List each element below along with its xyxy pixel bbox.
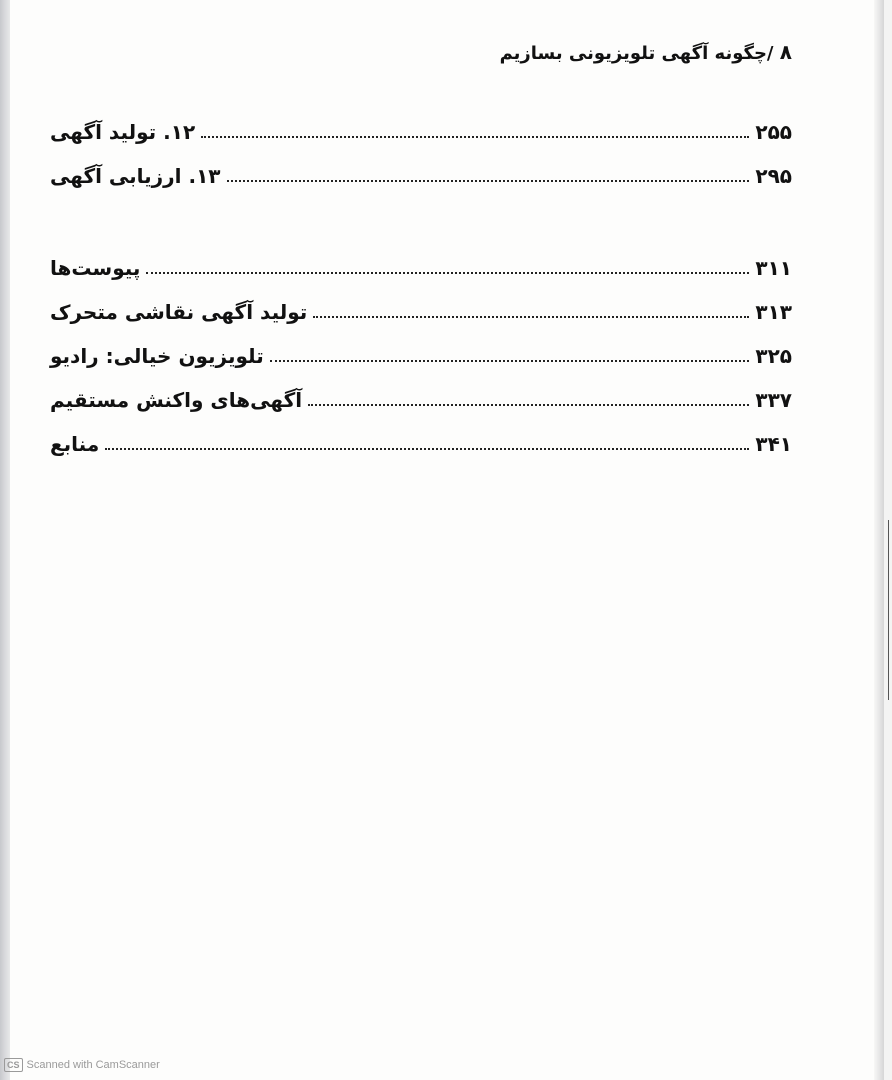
toc-entry xyxy=(50,292,792,332)
toc-entry-page: ۳۱۱ xyxy=(755,256,792,280)
toc-entry-title: ۱۳. ارزیابی آگهی xyxy=(50,164,221,188)
toc-entry-title: تولید آگهی نقاشی متحرک xyxy=(50,300,308,324)
toc-dot-leader xyxy=(201,136,749,138)
watermark-text: Scanned with CamScanner xyxy=(26,1059,160,1071)
toc-entry-page: ۳۲۵ xyxy=(755,344,792,368)
running-header xyxy=(499,40,792,64)
toc-dot-leader xyxy=(313,316,749,318)
toc-entry-title: آگهی‌های واکنش مستقیم xyxy=(50,388,303,412)
toc-entry-title: پیوست‌ها xyxy=(50,256,141,280)
page-right-edge xyxy=(874,0,884,1080)
toc-entry xyxy=(50,424,792,464)
toc-entry xyxy=(50,380,792,420)
toc-entry-page: ۳۴۱ xyxy=(755,432,792,456)
toc-entry-page: ۳۱۳ xyxy=(755,300,792,324)
toc-entry xyxy=(50,336,792,376)
toc-entry-page: ۳۳۷ xyxy=(755,388,792,412)
toc-entry xyxy=(50,248,792,288)
scanner-watermark xyxy=(4,1058,160,1072)
header-page-number: ۸ xyxy=(779,40,792,64)
toc-dot-leader xyxy=(227,180,750,182)
toc-entry-title: تلویزیون خیالی: رادیو xyxy=(50,344,264,368)
book-page xyxy=(10,0,884,1080)
camscanner-logo-icon: CS xyxy=(4,1058,23,1072)
toc-dot-leader xyxy=(105,448,749,450)
toc-entry xyxy=(50,112,792,152)
header-book-title: /چگونه آگهی تلویزیونی بسازیم xyxy=(499,43,774,64)
toc-entry-page: ۲۹۵ xyxy=(755,164,792,188)
toc-entry xyxy=(50,156,792,196)
toc-dot-leader xyxy=(146,272,749,274)
toc-entry-title: منابع xyxy=(50,432,100,456)
page-edge-shadow-line xyxy=(888,520,889,700)
toc-dot-leader xyxy=(308,404,749,406)
toc-dot-leader xyxy=(270,360,750,362)
toc-entry-page: ۲۵۵ xyxy=(755,120,792,144)
toc-entry-title: ۱۲. تولید آگهی xyxy=(50,120,196,144)
